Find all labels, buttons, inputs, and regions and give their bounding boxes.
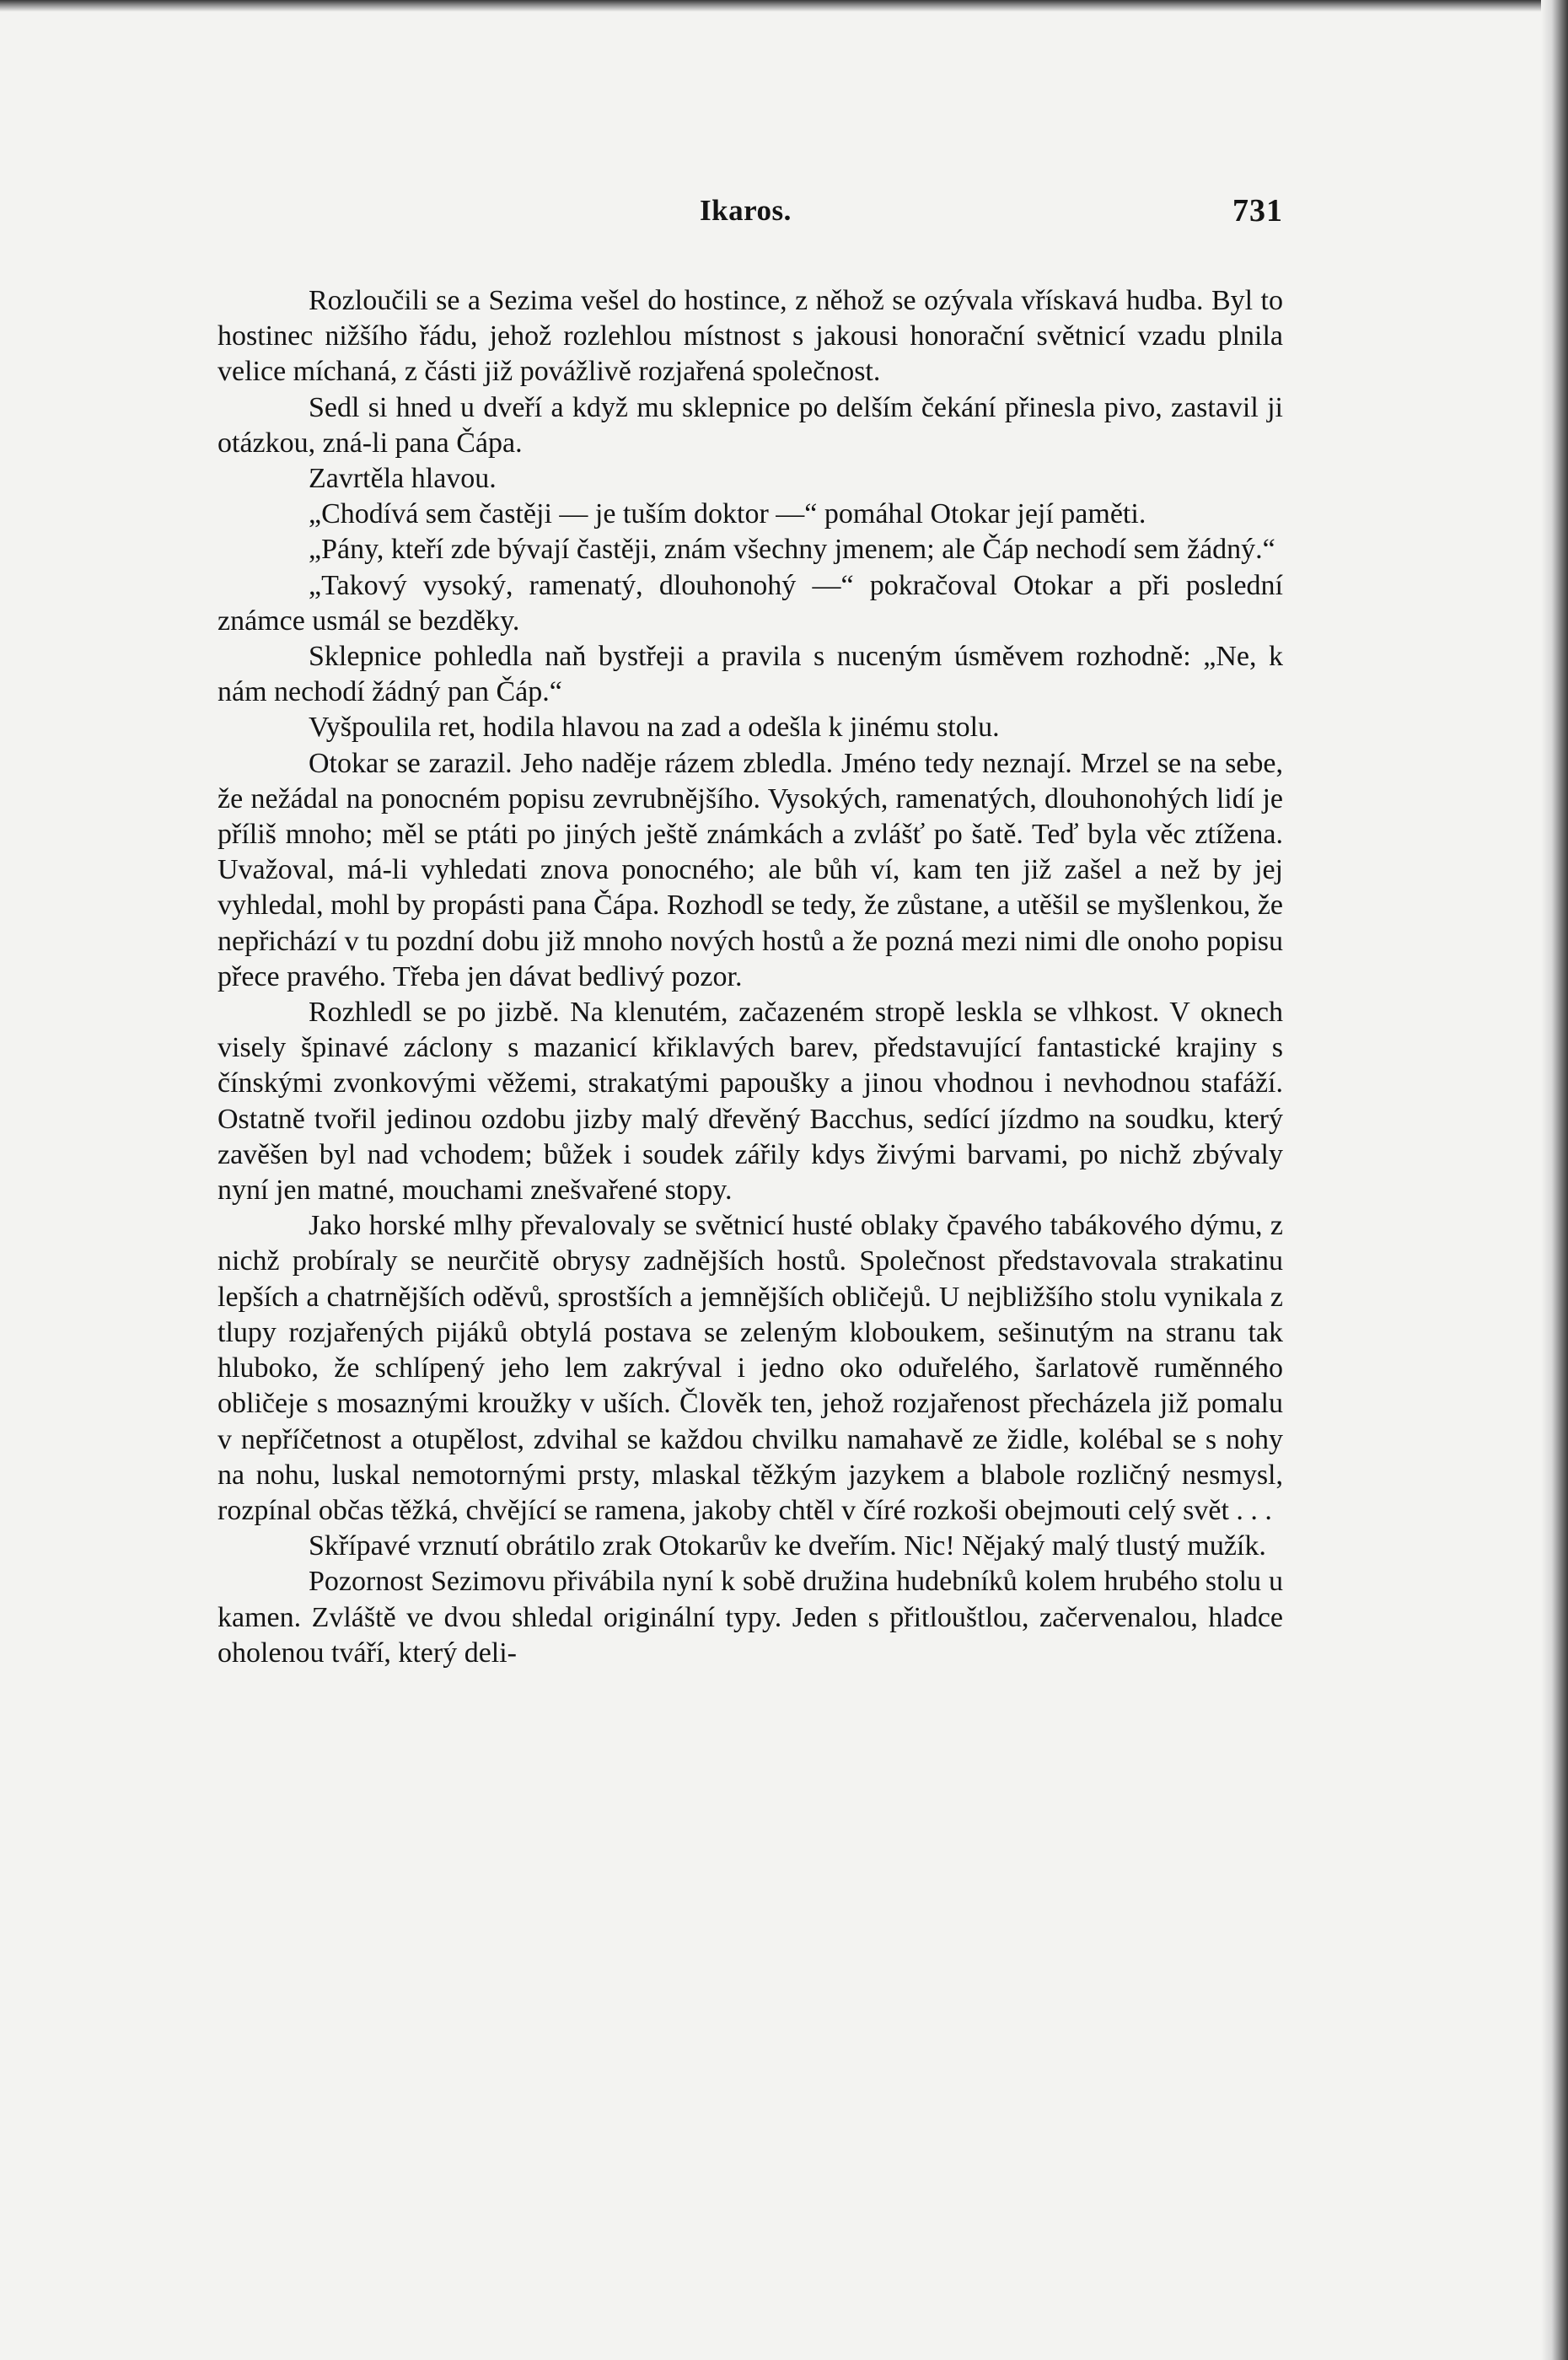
paragraph: Pozornost Sezimovu přivábila nyní k sobě družina hudebníků kolem hrubého stolu u kamen. Zvláště ve dvou shledal originální typy. Jeden s přitlouštlou, začervenalou, hladce oholenou tváří, který deli- [217, 1566, 1283, 1669]
paragraph: Jako horské mlhy převalovaly se světnicí husté oblaky čpavého tabákového dýmu, z nichž probíraly se neurčitě obrysy zadnějších hostů. Společnost představovala strakatinu lepších a chatrnějších oděvů, sprostších a jemnějších obličejů. U nejbližšího stolu vynikala z tlupy rozjařených pijáků obtylá postava se zeleným kloboukem, sešinutým na stranu tak hluboko, že schlípený jeho lem zakrýval i jedno oko oduřelého, šarlatově ruměnného obličeje s mosaznými kroužky v uších. Člověk ten, jehož rozjařenost přecházela již pomalu v nepříčetnost a otupělost, zdvihal se každou chvilku namahavě ze židle, kolébal se s nohy na nohu, luskal nemotornými prsty, mlaskal těžkým jazykem a blabole rozličný nesmysl, rozpínal občas těžká, chvějící se ramena, jakoby chtěl v číré rozkoši obejmouti celý svět . . . [217, 1210, 1283, 1526]
paragraph: Vyšpoulila ret, hodila hlavou na zad a odešla k jinému stolu. [309, 712, 1000, 744]
paragraph: „Takový vysoký, ramenatý, dlouhonohý —“ pokračoval Otokar a při poslední známce usmál se bezděky. [217, 569, 1283, 637]
running-title: Ikaros. [700, 194, 792, 227]
paragraph: „Pány, kteří zde bývají častěji, znám všechny jmenem; ale Čáp nechodí sem žádný.“ [309, 534, 1275, 566]
paragraph: Rozhledl se po jizbě. Na klenutém, začazeném stropě leskla se vlhkost. V oknech visely špinavé záclony s mazanicí křiklavých barev, představující fantastické krajiny s čínskými zvonkovými věžemi, strakatými papoušky a jinou vhodnou i nevhodnou stafáží. Ostatně tvořil jedinou ozdobu jizby malý dřevěný Bacchus, sedící jízdmo na soudku, který zavěšen byl nad vchodem; bůžek i soudek zářily kdys živými barvami, po nichž zbývaly nyní jen matné, mouchami znešvařené stopy. [217, 997, 1283, 1207]
paragraph: „Chodívá sem častěji — je tuším doktor —“ pomáhal Otokar její paměti. [309, 498, 1146, 530]
paragraph: Sklepnice pohledla naň bystřeji a pravila s nuceným úsměvem rozhodně: „Ne, k nám nechodí žádný pan Čáp.“ [217, 641, 1283, 708]
paragraph: Sedl si hned u dveří a když mu sklepnice po delším čekání přinesla pivo, zastavil ji otázkou, zná-li pana Čápa. [217, 391, 1283, 459]
page-header [217, 180, 1283, 239]
page-binding-edge [1541, 0, 1568, 2360]
paragraph: Zavrtěla hlavou. [309, 463, 497, 495]
page-number: 731 [1232, 193, 1283, 228]
body-text [217, 283, 1283, 1671]
page-top-edge [0, 0, 1568, 12]
paragraph: Skřípavé vrznutí obrátilo zrak Otokarův ke dveřím. Nic! Nějaký malý tlustý mužík. [309, 1530, 1266, 1562]
paragraph: Rozloučili se a Sezima vešel do hostince, z něhož se ozývala vřískavá hudba. Byl to hostinec nižšího řádu, jehož rozlehlou místnost s jakousi honorační světnicí vzadu plnila velice míchaná, z části již povážlivě rozjařená společnost. [217, 285, 1283, 388]
book-page [217, 180, 1283, 1671]
paragraph: Otokar se zarazil. Jeho naděje rázem zbledla. Jméno tedy neznají. Mrzel se na sebe, že nežádal na ponocném popisu zevrubnějšího. Vysokých, ramenatých, dlouhonohých lidí je příliš mnoho; měl se ptáti po jiných ještě známkách a zvlášť po šatě. Teď byla věc ztížena. Uvažoval, má-li vyhledati znova ponocného; ale bůh ví, kam ten již zašel a než by jej vyhledal, mohl by propásti pana Čápa. Rozhodl se tedy, že zůstane, a utěšil se myšlenkou, že nepřichází v tu pozdní dobu již mnoho nových hostů a že pozná mezi nimi dle onoho popisu přece pravého. Třeba jen dávat bedlivý pozor. [217, 747, 1283, 992]
